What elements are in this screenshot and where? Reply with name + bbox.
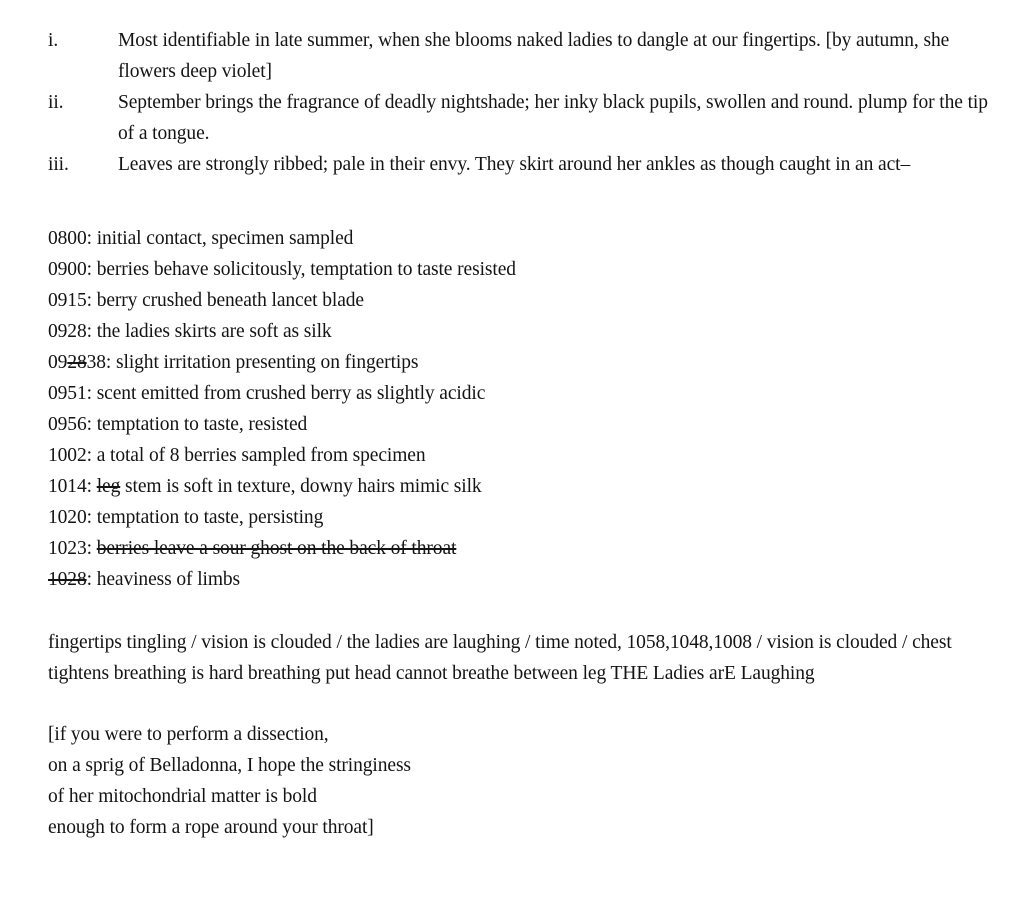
log-entry-text: 0951: scent emitted from crushed berry as slightly acidic (48, 383, 486, 404)
log-entry (48, 378, 993, 409)
log-entry (48, 347, 993, 378)
list-item-numeral: ii. (48, 92, 64, 113)
log-entry-text: 1020: temptation to taste, persisting (48, 507, 324, 528)
stanza-line: enough to form a rope around your throat] (48, 817, 374, 838)
list-item (48, 25, 993, 87)
log-entry-text: 0900: berries behave solicitously, temptation to taste resisted (48, 259, 516, 280)
log-entry (48, 223, 993, 254)
time-log (48, 223, 993, 595)
list-item (48, 87, 993, 149)
log-entry (48, 316, 993, 347)
list-item-text: Leaves are strongly ribbed; pale in their envy. They skirt around her ankles as though caught in an act– (118, 154, 911, 175)
log-entry-struck-text: 1028 (48, 569, 87, 590)
log-entry-text: 1014: (48, 476, 97, 497)
log-entry-text: 0956: temptation to taste, resisted (48, 414, 308, 435)
closing-stanza (48, 719, 993, 843)
log-entry-text: 1002: a total of 8 berries sampled from specimen (48, 445, 426, 466)
list-item-numeral: iii. (48, 154, 69, 175)
log-entry-text: 1023: (48, 538, 97, 559)
log-entry-text: 0915: berry crushed beneath lancet blade (48, 290, 364, 311)
list-item-text: September brings the fragrance of deadly nightshade; her inky black pupils, swollen and round. plump for the tip of a tongue. (118, 92, 988, 144)
log-entry-struck-text: leg (96, 476, 121, 497)
log-entry-text: 09 (48, 352, 68, 373)
log-entry (48, 471, 993, 502)
log-entry (48, 440, 993, 471)
list-item-numeral: i. (48, 30, 59, 51)
stanza-line: on a sprig of Belladonna, I hope the stringiness (48, 755, 411, 776)
log-entry-struck-text: 28 (67, 352, 87, 373)
log-entry-text: : heaviness of limbs (86, 569, 241, 590)
log-entry-struck-text: berries leave a sour ghost on the back of throat (96, 538, 457, 559)
log-entry (48, 564, 993, 595)
log-entry-text: stem is soft in texture, downy hairs mimic silk (120, 476, 482, 497)
log-entry (48, 254, 993, 285)
stanza-line: [if you were to perform a dissection, (48, 724, 329, 745)
list-item-text: Most identifiable in late summer, when she blooms naked ladies to dangle at our fingertips. [by autumn, she flowers deep violet] (118, 30, 950, 82)
observation-list (48, 25, 993, 180)
log-entry (48, 502, 993, 533)
log-entry-text: 38: slight irritation presenting on fingertips (86, 352, 419, 373)
log-entry-text: 0800: initial contact, specimen sampled (48, 228, 354, 249)
log-entry (48, 409, 993, 440)
log-entry-text: 0928: the ladies skirts are soft as silk (48, 321, 332, 342)
delirium-paragraph: fingertips tingling / vision is clouded / the ladies are laughing / time noted, 1058,1048,1008 / vision is clouded / chest tightens breathing is hard breathing put head cannot breathe between leg THE Ladies arE Laughing (48, 632, 952, 684)
log-entry (48, 285, 993, 316)
log-entry (48, 533, 993, 564)
stanza-line: of her mitochondrial matter is bold (48, 786, 317, 807)
list-item (48, 149, 993, 180)
